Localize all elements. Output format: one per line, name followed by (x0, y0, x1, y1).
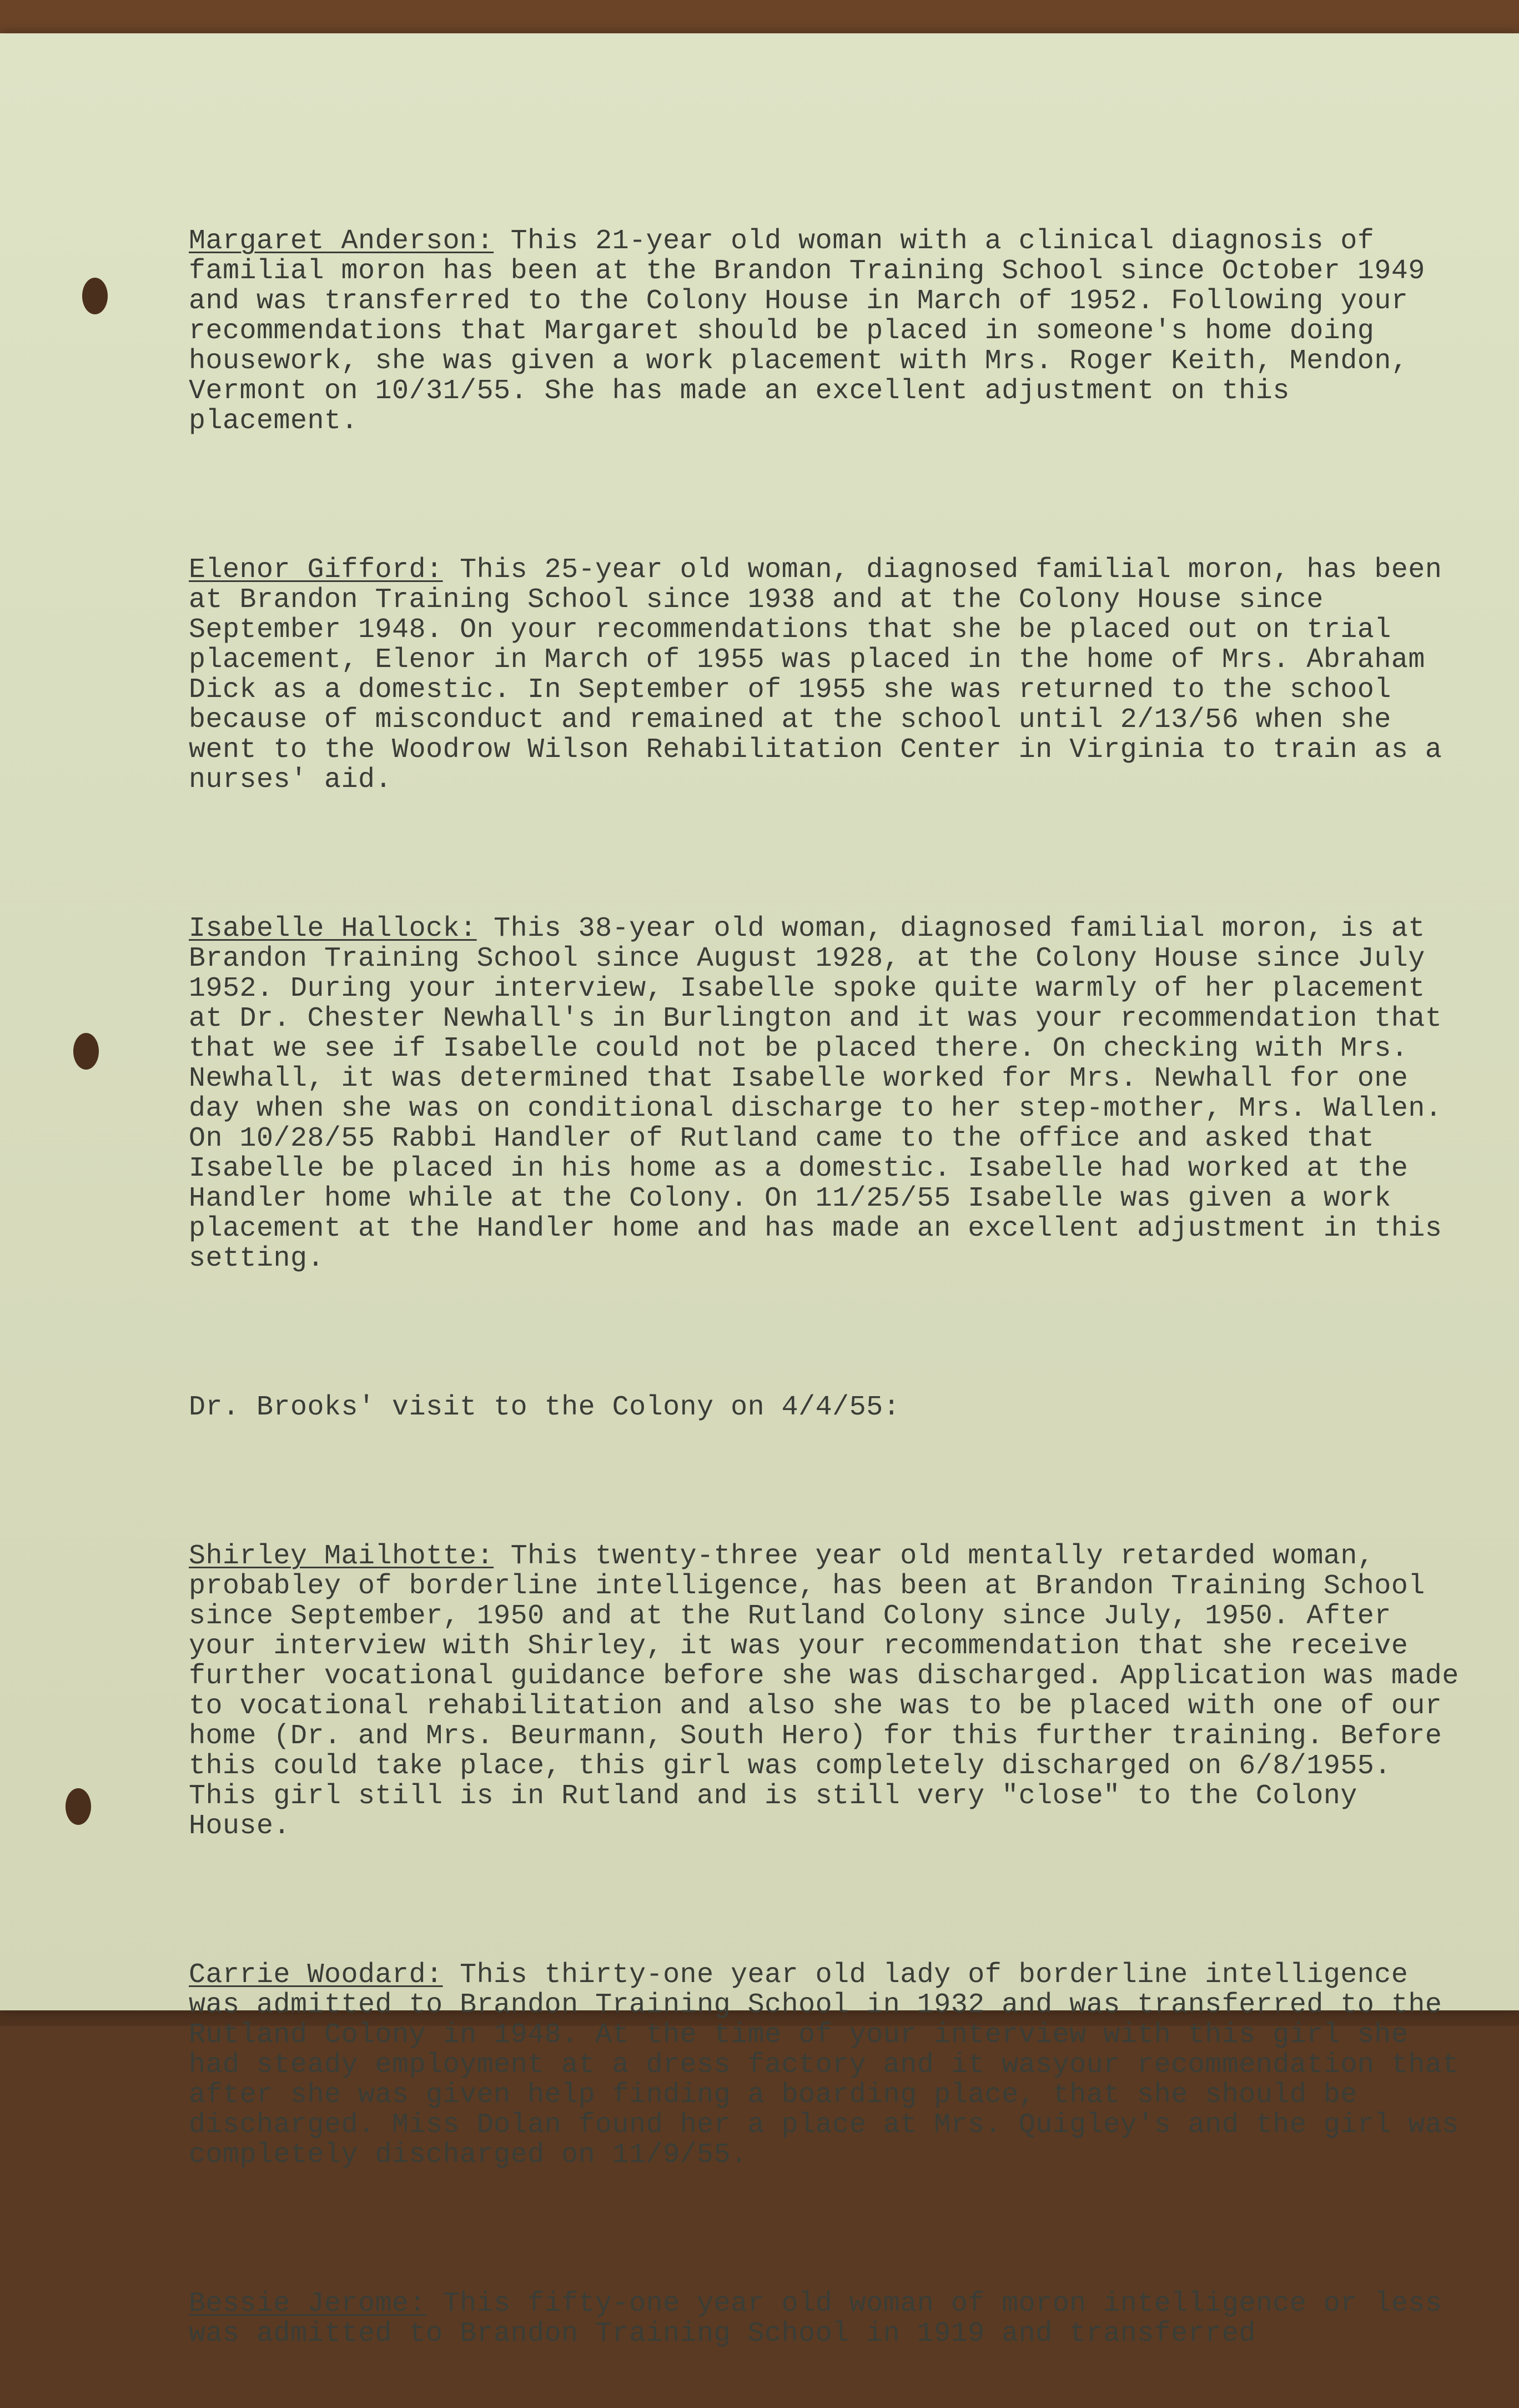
person-name: Carrie Woodard: (189, 1959, 443, 1991)
paragraph-text: This thirty-one year old lady of borderline intelligence was admitted to Brandon Training School in 1932 and was transferred to the Rutland Colony in 1948. At the time of your interview with this girl she had steady employment at a dress factory and it wasyour recommendation that after she was given help finding a boarding place, that she should be discharged. Miss Dolan found her a place at Mrs. Quigley's and the girl was completely discharged on 11/9/55. (189, 1959, 1476, 2171)
paragraph-text: This twenty-three year old mentally retarded woman, probabley of borderline intelligence, has been at Brandon Training School since September, 1950 and at the Rutland Colony since July, 1950. After your interview with Shirley, it was your recommendation that she receive further vocational guidance before she was discharged. Application was made to vocational rehabilitation and also she was to be placed with one of our home (Dr. and Mrs. Beurmann, South Hero) for this further training. Before this could take place, this girl was completely discharged on 6/8/1955. This girl still is in Rutland and is still very "close" to the Colony House. (189, 1541, 1476, 1842)
paragraph-carrie-woodard (189, 1959, 1476, 2171)
paragraph-margaret-anderson (189, 227, 1466, 437)
paragraph-shirley-mailhotte (189, 1541, 1476, 1842)
paragraph-elenor-gifford (189, 555, 1466, 795)
paragraph-bessie-jerome (189, 2289, 1466, 2349)
punch-hole (66, 1788, 91, 1825)
paragraph-text: This 38-year old woman, diagnosed familial moron, is at Brandon Training School since August 1928, at the Colony House since July 1952. During your interview, Isabelle spoke quite warmly of her placement at Dr. Chester Newhall's in Burlington and it was your recommendation that that we see if Isabelle could not be placed there. On checking with Mrs. Newhall, it was determined that Isabelle worked for Mrs. Newhall for one day when she was on conditional discharge to her step-mother, Mrs. Wallen. On 10/28/55 Rabbi Handler of Rutland came to the office and asked that Isabelle be placed in his home as a domestic. Isabelle had worked at the Handler home while at the Colony. On 11/25/55 Isabelle was given a work placement at the Handler home and has made an excellent adjustment in this setting. (189, 913, 1459, 1275)
person-name: Bessie Jerome: (189, 2288, 426, 2320)
paragraph-text: This fifty-one year old woman of moron intelligence or less was admitted to Brandon Training School in 1919 and transferred (189, 2288, 1459, 2350)
paragraph-text: This 25-year old woman, diagnosed familial moron, has been at Brandon Training School since 1938 and at the Colony House since September 1948. On your recommendations that she be placed out on trial placement, Elenor in March of 1955 was placed in the home of Mrs. Abraham Dick as a domestic. In September of 1955 she was returned to the school because of misconduct and remained at the school until 2/13/56 when she went to the Woodrow Wilson Rehabilitation Center in Virginia to train as a nurses' aid. (189, 554, 1459, 796)
person-name: Elenor Gifford: (189, 554, 443, 586)
punch-hole (73, 1033, 99, 1070)
paragraph-text: This 21-year old woman with a clinical diagnosis of familial moron has been at the Brandon Training School since October 1949 and was transferred to the Colony House in March of 1952. Following your recommendations that Margaret should be placed in someone's home doing housework, she was given a work placement with Mrs. Roger Keith, Mendon, Vermont on 10/31/55. She has made an excellent adjustment on this placement. (189, 225, 1442, 437)
paragraph-isabelle-hallock (189, 914, 1466, 1274)
person-name: Shirley Mailhotte: (189, 1541, 494, 1572)
person-name: Isabelle Hallock: (189, 913, 477, 945)
punch-hole (82, 278, 108, 314)
person-name: Margaret Anderson: (189, 225, 494, 257)
section-heading: Dr. Brooks' visit to the Colony on 4/4/55: (189, 1392, 901, 1423)
document-body (189, 167, 1476, 2408)
